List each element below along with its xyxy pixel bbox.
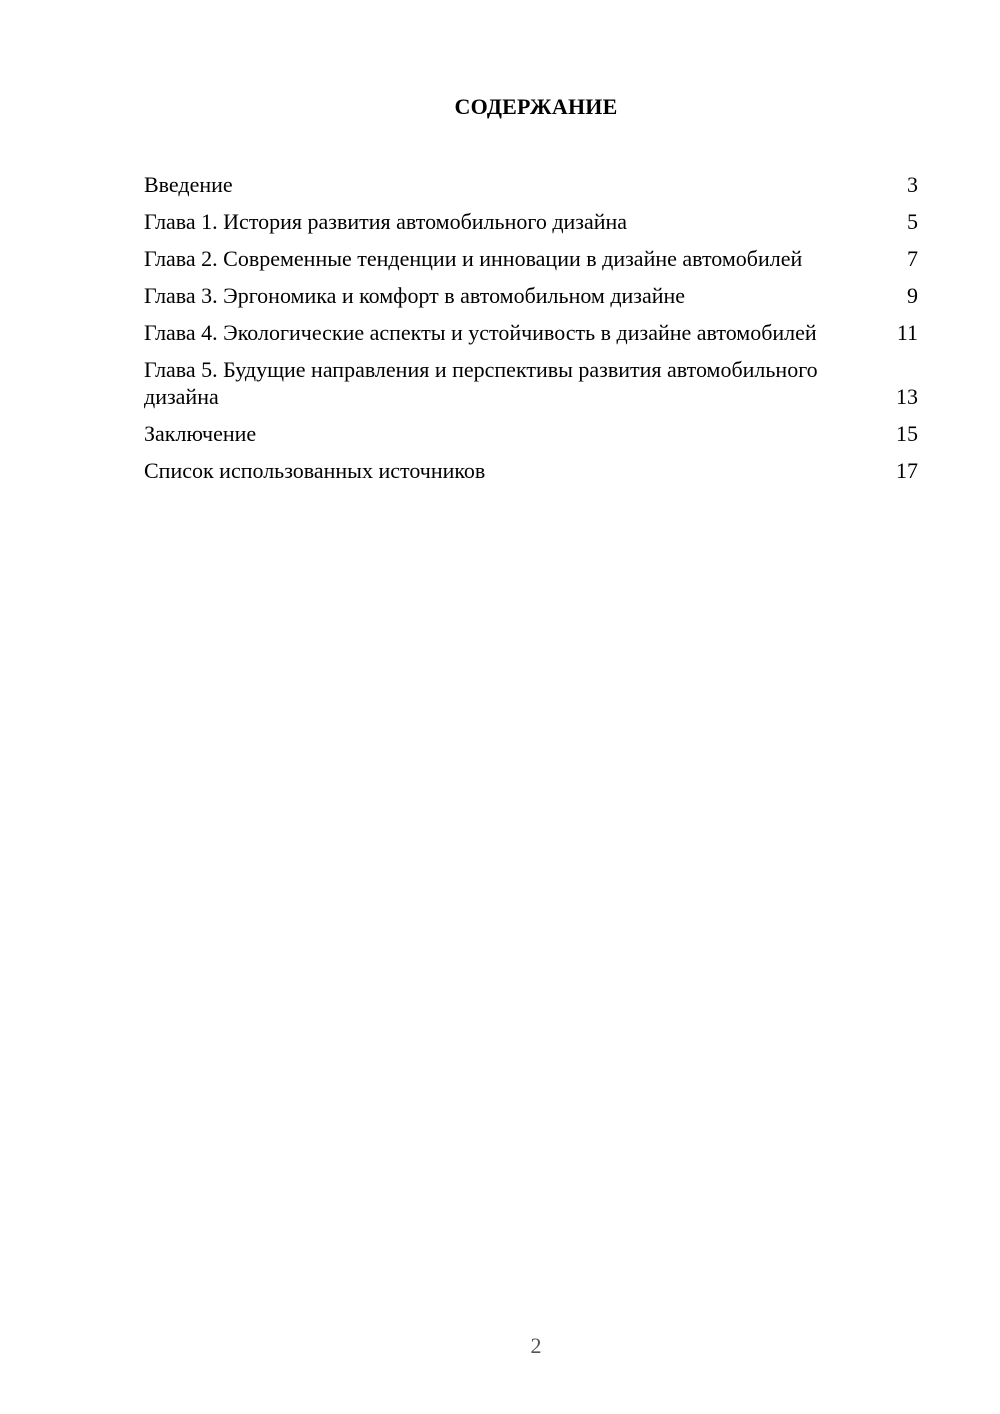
- toc-item-label: Список использованных источников: [144, 458, 486, 483]
- toc-item-page: 7: [907, 246, 918, 271]
- toc-title: СОДЕРЖАНИЕ: [454, 94, 618, 119]
- toc-item-page: 11: [896, 320, 918, 345]
- toc-item-label: Глава 2. Современные тенденции и инновации в дизайне автомобилей: [144, 246, 803, 271]
- toc-item-label: Глава 4. Экологические аспекты и устойчивость в дизайне автомобилей: [144, 320, 817, 345]
- toc-item-chapter-2[interactable]: [144, 245, 918, 272]
- toc-item-page: 17: [896, 458, 918, 483]
- toc-item-page: 5: [907, 209, 918, 234]
- toc-item-label: Глава 3. Эргономика и комфорт в автомобильном дизайне: [144, 283, 686, 308]
- toc-item-label: Введение: [144, 172, 233, 197]
- toc-item-chapter-1[interactable]: [144, 208, 918, 235]
- toc-item-page: 9: [907, 283, 918, 308]
- toc-item-introduction[interactable]: [144, 171, 918, 198]
- toc-item-page: 13: [896, 384, 918, 409]
- toc-item-page: 15: [896, 421, 918, 446]
- toc-item-label: Заключение: [144, 421, 257, 446]
- page-number: 2: [530, 1333, 542, 1358]
- toc-item-chapter-4[interactable]: [144, 319, 918, 346]
- toc-item-label: Глава 1. История развития автомобильного дизайна: [144, 209, 628, 234]
- toc-item-conclusion[interactable]: [144, 420, 918, 447]
- toc-item-label: Глава 5. Будущие направления и перспективы развития автомобильного дизайна: [144, 357, 818, 409]
- toc-item-chapter-5[interactable]: [144, 356, 918, 410]
- table-of-contents: [144, 171, 918, 494]
- toc-item-references[interactable]: [144, 457, 918, 484]
- toc-item-page: 3: [907, 172, 918, 197]
- toc-item-chapter-3[interactable]: [144, 282, 918, 309]
